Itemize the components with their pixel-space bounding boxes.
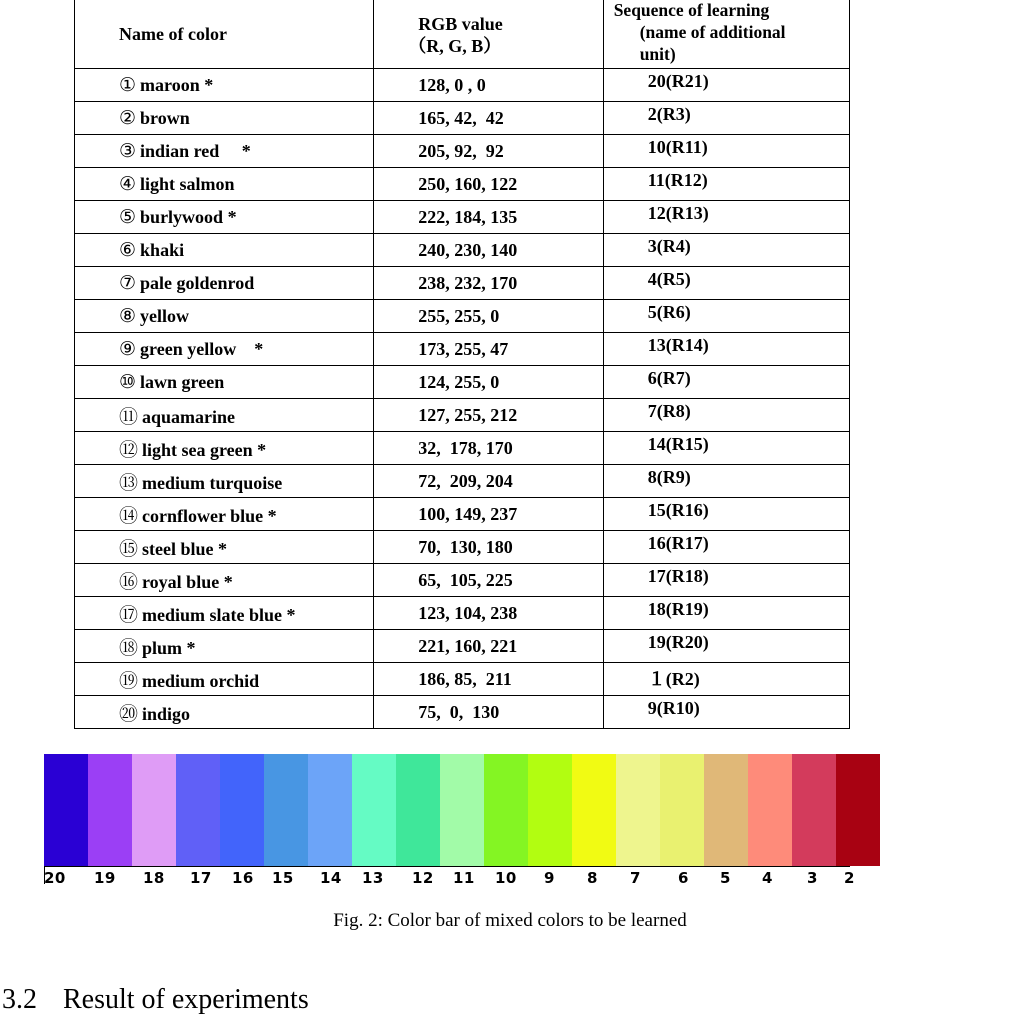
- color-bar-tick-label: 6: [678, 869, 689, 887]
- table-row: [75, 531, 850, 564]
- row-number: ⑪: [119, 405, 139, 428]
- row-number: ⑰: [119, 603, 139, 626]
- color-name: burlywood *: [140, 207, 237, 227]
- color-bar-tick-label: 14: [320, 869, 342, 887]
- color-name-cell: [75, 630, 374, 663]
- color-swatch: [440, 754, 484, 866]
- row-number: ④: [119, 173, 137, 195]
- color-name-cell: [75, 300, 374, 333]
- color-bar-tick-label: 8: [587, 869, 598, 887]
- color-name-cell: [75, 333, 374, 366]
- color-bar-tick-label: 3: [807, 869, 818, 887]
- header-sequence-of-learning: [603, 0, 849, 69]
- sequence-cell: 12(R13): [603, 201, 849, 234]
- rgb-value-cell: 72, 209, 204: [374, 465, 604, 498]
- header-seq-line2: (name of additional: [639, 22, 786, 42]
- color-table: [74, 0, 850, 729]
- sequence-cell: 16(R17): [603, 531, 849, 564]
- row-number: ⑨: [119, 338, 137, 360]
- color-bar-tick-label: 2: [844, 869, 855, 887]
- color-name-cell: [75, 597, 374, 630]
- color-swatch: [528, 754, 572, 866]
- sequence-cell: 14(R15): [603, 432, 849, 465]
- section-heading: [2, 984, 309, 1016]
- table-row: [75, 267, 850, 300]
- color-name-cell: [75, 135, 374, 168]
- table-row: [75, 300, 850, 333]
- color-swatch: [352, 754, 396, 866]
- color-name-cell: [75, 432, 374, 465]
- color-swatch: [44, 754, 88, 866]
- figure-caption: Fig. 2: Color bar of mixed colors to be learned: [333, 910, 687, 931]
- color-swatch: [264, 754, 308, 866]
- header-seq-line3: unit): [639, 44, 676, 64]
- color-name: cornflower blue *: [142, 505, 277, 526]
- color-bar: [44, 754, 850, 866]
- color-bar-tick-label: 13: [362, 869, 384, 887]
- color-name-cell: [75, 102, 374, 135]
- sequence-cell: 2(R3): [603, 102, 849, 135]
- sequence-cell: 13(R14): [603, 333, 849, 366]
- color-name: royal blue *: [142, 571, 233, 592]
- section-title: Result of experiments: [63, 984, 309, 1015]
- table-row: [75, 333, 850, 366]
- rgb-value-cell: 250, 160, 122: [374, 168, 604, 201]
- sequence-cell: 15(R16): [603, 498, 849, 531]
- table-row: [75, 630, 850, 663]
- table-row: [75, 69, 850, 102]
- rgb-value-cell: 123, 104, 238: [374, 597, 604, 630]
- color-name-cell: [75, 498, 374, 531]
- color-swatch: [484, 754, 528, 866]
- color-bar-tick-label: 9: [544, 869, 555, 887]
- table-body: [75, 69, 850, 729]
- color-swatch: [132, 754, 176, 866]
- color-name: pale goldenrod: [140, 273, 255, 293]
- color-name: lawn green: [140, 372, 225, 392]
- rgb-value-cell: 221, 160, 221: [374, 630, 604, 663]
- color-bar-tick-label: 15: [272, 869, 294, 887]
- color-swatch: [748, 754, 792, 866]
- color-swatch: [572, 754, 616, 866]
- color-name-cell: [75, 168, 374, 201]
- color-name: steel blue *: [142, 538, 228, 559]
- table-row: [75, 399, 850, 432]
- table-row: [75, 201, 850, 234]
- row-number: ⑦: [119, 272, 137, 294]
- row-number: ⑳: [119, 702, 139, 725]
- color-name-cell: [75, 696, 374, 729]
- color-name: plum *: [142, 637, 196, 658]
- rgb-value-cell: 240, 230, 140: [374, 234, 604, 267]
- color-bar-tick-label: 10: [495, 869, 517, 887]
- sequence-cell: 5(R6): [603, 300, 849, 333]
- sequence-cell: １(R2): [603, 663, 849, 696]
- header-seq-line1: Sequence of learning: [613, 0, 770, 20]
- color-name: light sea green *: [142, 439, 267, 460]
- rgb-value-cell: 128, 0 , 0: [374, 69, 604, 102]
- axis-line: [44, 866, 850, 867]
- row-number: ⑤: [119, 206, 137, 228]
- color-swatch: [176, 754, 220, 866]
- row-number: ⑲: [119, 669, 139, 692]
- color-bar-tick-label: 5: [720, 869, 731, 887]
- section-number: 3.2: [2, 984, 37, 1015]
- color-name: aquamarine: [142, 406, 236, 427]
- color-name: medium turquoise: [142, 472, 283, 493]
- rgb-value-cell: 75, 0, 130: [374, 696, 604, 729]
- row-number: ①: [119, 74, 137, 96]
- table-row: [75, 432, 850, 465]
- color-name: medium orchid: [142, 670, 260, 691]
- sequence-cell: 7(R8): [603, 399, 849, 432]
- sequence-cell: 19(R20): [603, 630, 849, 663]
- row-number: ③: [119, 140, 137, 162]
- color-name: light salmon: [140, 174, 235, 194]
- table-row: [75, 102, 850, 135]
- sequence-cell: 9(R10): [603, 696, 849, 729]
- table-row: [75, 597, 850, 630]
- color-swatch: [616, 754, 660, 866]
- color-bar-tick-label: 16: [232, 869, 254, 887]
- row-number: ⑫: [119, 438, 139, 461]
- color-bar-tick-label: 7: [630, 869, 641, 887]
- rgb-value-cell: 255, 255, 0: [374, 300, 604, 333]
- row-number: ⑮: [119, 537, 139, 560]
- row-number: ⑭: [119, 504, 139, 527]
- color-name: yellow: [140, 306, 190, 326]
- color-name: indian red *: [140, 141, 251, 161]
- color-bar-tick-label: 20: [44, 869, 66, 887]
- color-name: maroon *: [140, 75, 214, 95]
- rgb-value-cell: 173, 255, 47: [374, 333, 604, 366]
- color-name-cell: [75, 663, 374, 696]
- row-number: ⑧: [119, 305, 137, 327]
- table-row: [75, 135, 850, 168]
- table-row: [75, 168, 850, 201]
- header-name-of-color: Name of color: [75, 0, 374, 69]
- sequence-cell: 6(R7): [603, 366, 849, 399]
- color-swatch: [660, 754, 704, 866]
- color-name: khaki: [140, 240, 185, 260]
- row-number: ⑩: [119, 371, 137, 393]
- table-row: [75, 663, 850, 696]
- color-bar-tick-label: 4: [762, 869, 773, 887]
- sequence-cell: 10(R11): [603, 135, 849, 168]
- color-name-cell: [75, 267, 374, 300]
- color-name: medium slate blue *: [142, 604, 296, 625]
- color-swatch: [792, 754, 836, 866]
- rgb-value-cell: 222, 184, 135: [374, 201, 604, 234]
- sequence-cell: 18(R19): [603, 597, 849, 630]
- sequence-cell: 4(R5): [603, 267, 849, 300]
- rgb-value-cell: 32, 178, 170: [374, 432, 604, 465]
- sequence-cell: 11(R12): [603, 168, 849, 201]
- rgb-value-cell: 65, 105, 225: [374, 564, 604, 597]
- row-number: ⑬: [119, 471, 139, 494]
- color-swatch: [220, 754, 264, 866]
- header-rgb-value: [374, 0, 604, 69]
- table-row: [75, 366, 850, 399]
- row-number: ⑯: [119, 570, 139, 593]
- rgb-value-cell: 100, 149, 237: [374, 498, 604, 531]
- color-bar-tick-label: 17: [190, 869, 212, 887]
- color-swatch: [836, 754, 880, 866]
- table-row: [75, 498, 850, 531]
- sequence-cell: 8(R9): [603, 465, 849, 498]
- color-bar-tick-label: 12: [412, 869, 434, 887]
- color-name-cell: [75, 69, 374, 102]
- sequence-cell: 20(R21): [603, 69, 849, 102]
- color-name: brown: [140, 108, 190, 128]
- rgb-value-cell: 124, 255, 0: [374, 366, 604, 399]
- sequence-cell: 17(R18): [603, 564, 849, 597]
- table-header-row: [75, 0, 850, 69]
- color-swatch: [88, 754, 132, 866]
- rgb-value-cell: 186, 85, 211: [374, 663, 604, 696]
- color-name-cell: [75, 531, 374, 564]
- rgb-value-cell: 205, 92, 92: [374, 135, 604, 168]
- color-swatch: [704, 754, 748, 866]
- table-row: [75, 465, 850, 498]
- color-name-cell: [75, 201, 374, 234]
- sequence-cell: 3(R4): [603, 234, 849, 267]
- color-swatch: [308, 754, 352, 866]
- table-row: [75, 696, 850, 729]
- rgb-value-cell: 165, 42, 42: [374, 102, 604, 135]
- color-name: indigo: [142, 703, 191, 724]
- color-bar-tick-label: 18: [143, 869, 165, 887]
- color-name-cell: [75, 234, 374, 267]
- rgb-value-cell: 70, 130, 180: [374, 531, 604, 564]
- color-name-cell: [75, 564, 374, 597]
- table-row: [75, 234, 850, 267]
- header-rgb-line1: RGB value: [418, 13, 503, 34]
- header-rgb-line2: （R, G, B）: [408, 35, 502, 56]
- color-name: green yellow *: [140, 339, 264, 359]
- row-number: ⑥: [119, 239, 137, 261]
- color-name-cell: [75, 399, 374, 432]
- row-number: ⑱: [119, 636, 139, 659]
- rgb-value-cell: 127, 255, 212: [374, 399, 604, 432]
- rgb-value-cell: 238, 232, 170: [374, 267, 604, 300]
- table-row: [75, 564, 850, 597]
- color-bar-tick-label: 19: [94, 869, 116, 887]
- color-bar-tick-label: 11: [453, 869, 475, 887]
- color-bar-axis: [44, 866, 855, 887]
- row-number: ②: [119, 107, 137, 129]
- color-name-cell: [75, 366, 374, 399]
- color-name-cell: [75, 465, 374, 498]
- color-swatch: [396, 754, 440, 866]
